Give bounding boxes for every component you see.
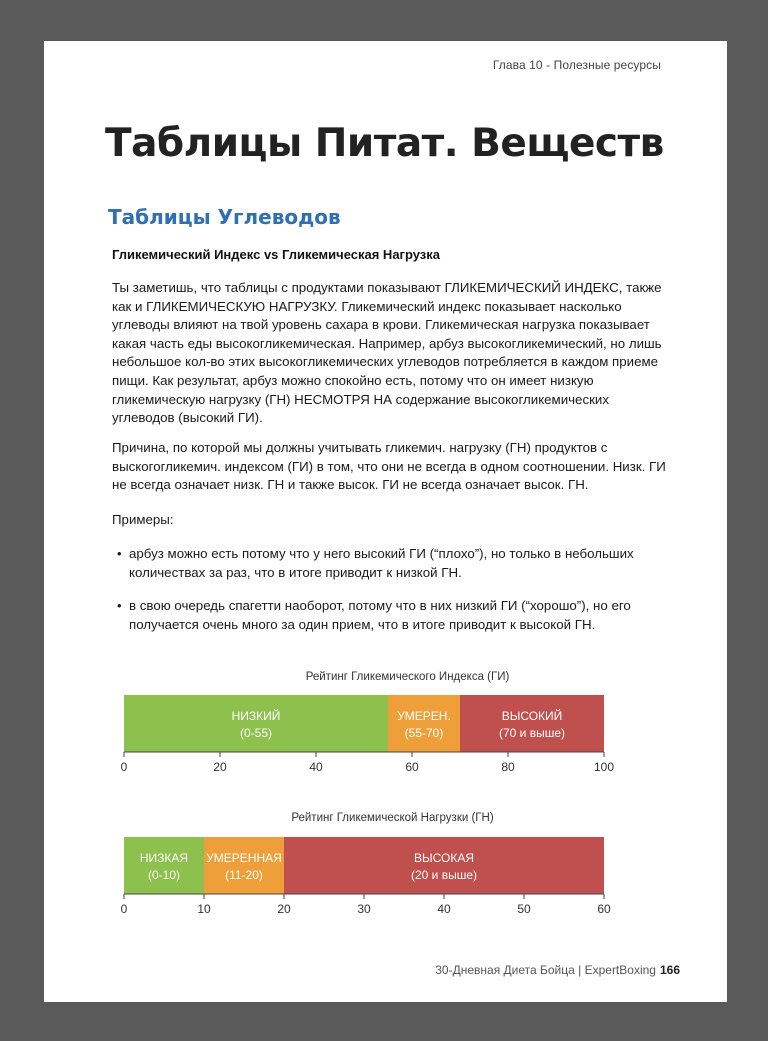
paragraph-examples-label: Примеры: xyxy=(112,512,174,527)
footer-book-title: 30-Дневная Диета Бойца | ExpertBoxing xyxy=(435,963,656,977)
list-item-text: в свою очередь спагетти наоборот, потому что в них низкий ГИ (“хорошо”), но его получается очень много за один прием, что в итоге приводит к высокой ГН. xyxy=(129,598,631,632)
subsection-title: Гликемический Индекс vs Гликемическая Нагрузка xyxy=(112,247,440,262)
range-segment-bar xyxy=(388,695,460,752)
x-tick-label: 10 xyxy=(197,902,211,916)
segment-range-label: (70 и выше) xyxy=(498,726,566,740)
range-segment-bar xyxy=(460,695,604,752)
range-segment-bar xyxy=(124,695,388,752)
list-item-text: арбуз можно есть потому что у него высокий ГИ (“плохо”), но только в небольших количествах за раз, что в итоге приводит к низкой ГН. xyxy=(129,546,634,580)
page-number: 166 xyxy=(659,963,680,977)
x-tick-label: 40 xyxy=(309,760,323,774)
section-title: Таблицы Углеводов xyxy=(108,205,341,229)
list-item xyxy=(112,545,672,582)
segment-label: ВЫСОКАЯ xyxy=(413,851,475,865)
segment-range-label: (11-20) xyxy=(225,868,263,882)
segment-range-label: (55-70) xyxy=(404,726,444,740)
running-head: Глава 10 - Полезные ресурсы xyxy=(492,58,661,72)
paragraph: Причина, по которой мы должны учитывать гликемич. нагрузку (ГН) продуктов с выскогогликемич. индексом (ГИ) в том, что они не всегда в одном соотношении. Низк. ГИ не всегда означает низк. ГН и также высок. ГИ не всегда означает высок. ГН. xyxy=(112,440,666,493)
segment-range-label: (0-55) xyxy=(239,726,273,740)
segment-label: УМЕРЕННАЯ xyxy=(206,851,282,865)
bullet-icon: • xyxy=(117,598,122,614)
gi-rating-chart xyxy=(44,691,727,781)
range-segment-bar xyxy=(124,837,204,894)
x-tick-label: 60 xyxy=(405,760,419,774)
segment-label: НИЗКИЙ xyxy=(231,709,281,723)
range-segment-bar xyxy=(284,837,604,894)
x-tick-label: 50 xyxy=(517,902,531,916)
gl-rating-chart xyxy=(44,833,727,923)
gl-chart-title: Рейтинг Гликемической Нагрузки (ГН) xyxy=(291,812,494,824)
x-tick-label: 20 xyxy=(213,760,227,774)
bullet-icon: • xyxy=(117,546,122,561)
segment-label: УМЕРЕН. xyxy=(397,709,451,723)
page-title: Таблицы Питат. Веществ xyxy=(105,121,664,166)
segment-label: ВЫСОКИЙ xyxy=(501,709,563,723)
paragraph: Ты заметишь, что таблицы с продуктами показывают ГЛИКЕМИЧЕСКИЙ ИНДЕКС, также как и ГЛИКЕМИЧЕСКУЮ НАГРУЗКУ. Гликемический индекс показывает насколько углеводы влияют на твой уровень сахара в крови. Гликемическая нагрузка показывает какая часть еды высокогликемическая. Например, арбуз высокогликемический, но лишь небольшое кол-во этих высокогликемических углеводов потребляется в каждом приеме пищи. Как результат, арбуз можно спокойно есть, потому что он имеет низкую гликемическую нагрузку (ГН) НЕСМОТРЯ НА содержание высокогликемических углеводов (высокий ГИ). xyxy=(112,280,662,426)
gi-chart-title: Рейтинг Гликемического Индекса (ГИ) xyxy=(305,671,510,683)
segment-range-label: (20 и выше) xyxy=(410,868,478,882)
list-item xyxy=(112,597,672,634)
x-tick-label: 20 xyxy=(277,902,291,916)
document-page xyxy=(44,41,727,1002)
x-tick-label: 100 xyxy=(593,760,615,774)
examples-list xyxy=(112,545,672,649)
x-tick-label: 0 xyxy=(120,760,128,774)
segment-label: НИЗКАЯ xyxy=(139,851,189,865)
page-footer xyxy=(435,963,680,977)
range-segment-bar xyxy=(204,837,284,894)
x-tick-label: 80 xyxy=(501,760,515,774)
x-tick-label: 40 xyxy=(437,902,451,916)
x-tick-label: 0 xyxy=(120,902,128,916)
segment-range-label: (0-10) xyxy=(147,868,181,882)
x-tick-label: 60 xyxy=(597,902,611,916)
x-tick-label: 30 xyxy=(357,902,371,916)
